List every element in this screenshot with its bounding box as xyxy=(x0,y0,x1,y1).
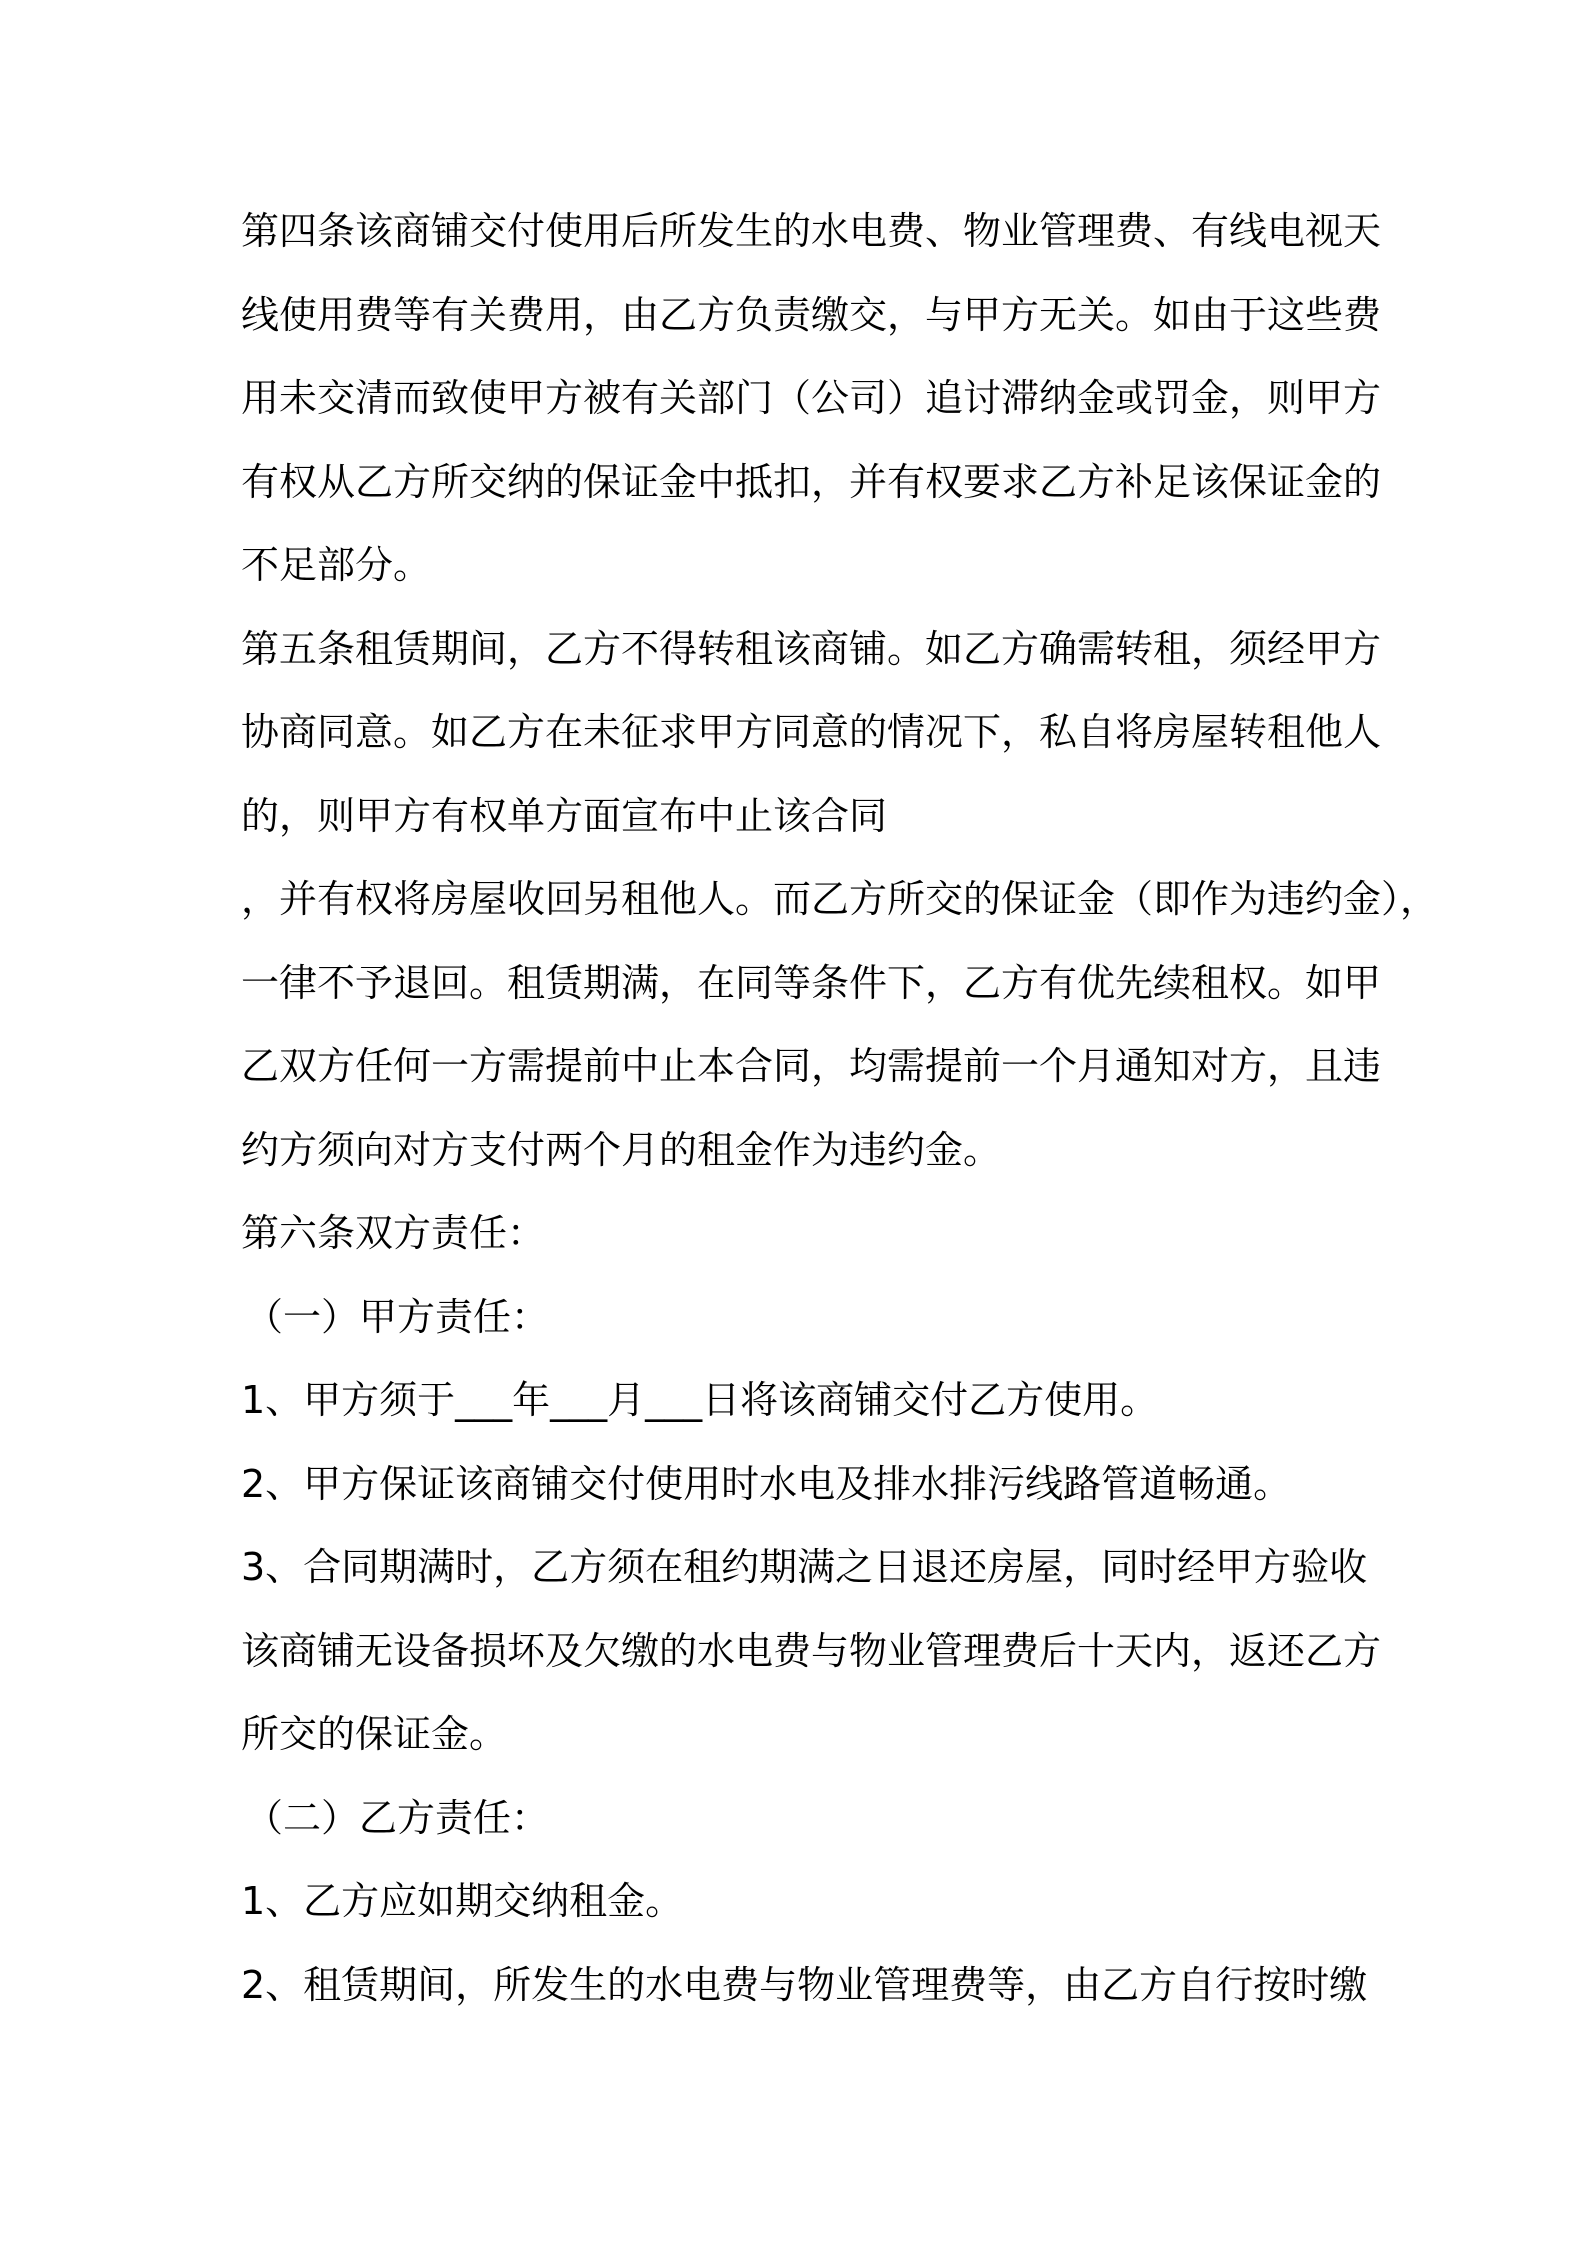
text-line: 的，则甲方有权单方面宣布中止该合同 xyxy=(241,793,888,838)
text-line: 约方须向对方支付两个月的租金作为违约金。 xyxy=(241,1127,1002,1172)
text-line: 第五条租赁期间，乙方不得转租该商铺。如乙方确需转租，须经甲方 xyxy=(241,626,1382,671)
list-item: 1、甲方须于___年___月___日将该商铺交付乙方使用。 xyxy=(241,1378,1159,1422)
contract-text-block xyxy=(241,190,1439,2027)
text-line: 不足部分。 xyxy=(241,543,432,587)
text-line: 该商铺无设备损坏及欠缴的水电费与物业管理费后十天内，返还乙方 xyxy=(241,1628,1382,1673)
text-line: 用未交清而致使甲方被有关部门（公司）追讨滞纳金或罚金，则甲方 xyxy=(241,376,1382,420)
list-item: 2、租赁期间，所发生的水电费与物业管理费等，由乙方自行按时缴 xyxy=(241,1962,1368,2007)
list-item: 3、合同期满时，乙方须在租约期满之日退还房屋，同时经甲方验收 xyxy=(241,1545,1368,1589)
text-line: 协商同意。如乙方在未征求甲方同意的情况下，私自将房屋转租他人 xyxy=(241,710,1382,754)
list-item: 2、甲方保证该商铺交付使用时水电及排水排污线路管道畅通。 xyxy=(241,1461,1292,1506)
list-item: 1、乙方应如期交纳租金。 xyxy=(241,1879,684,1923)
subsection-heading: （二）乙方责任： xyxy=(245,1795,550,1840)
subsection-heading: （一）甲方责任： xyxy=(245,1294,550,1339)
text-line: 一律不予退回。租赁期满，在同等条件下，乙方有优先续租权。如甲 xyxy=(241,960,1382,1005)
text-line: ，并有权将房屋收回另租他人。而乙方所交的保证金（即作为违约金）， xyxy=(241,877,1439,921)
text-line: 线使用费等有关费用，由乙方负责缴交，与甲方无关。如由于这些费 xyxy=(241,292,1382,337)
text-line: 乙双方任何一方需提前中止本合同，均需提前一个月通知对方，且违 xyxy=(241,1044,1382,1088)
text-line: 有权从乙方所交纳的保证金中抵扣，并有权要求乙方补足该保证金的 xyxy=(241,459,1382,504)
text-line: 第四条该商铺交付使用后所发生的水电费、物业管理费、有线电视天 xyxy=(241,209,1382,253)
section-heading: 第六条双方责任： xyxy=(241,1211,546,1255)
text-line: 所交的保证金。 xyxy=(241,1712,508,1756)
